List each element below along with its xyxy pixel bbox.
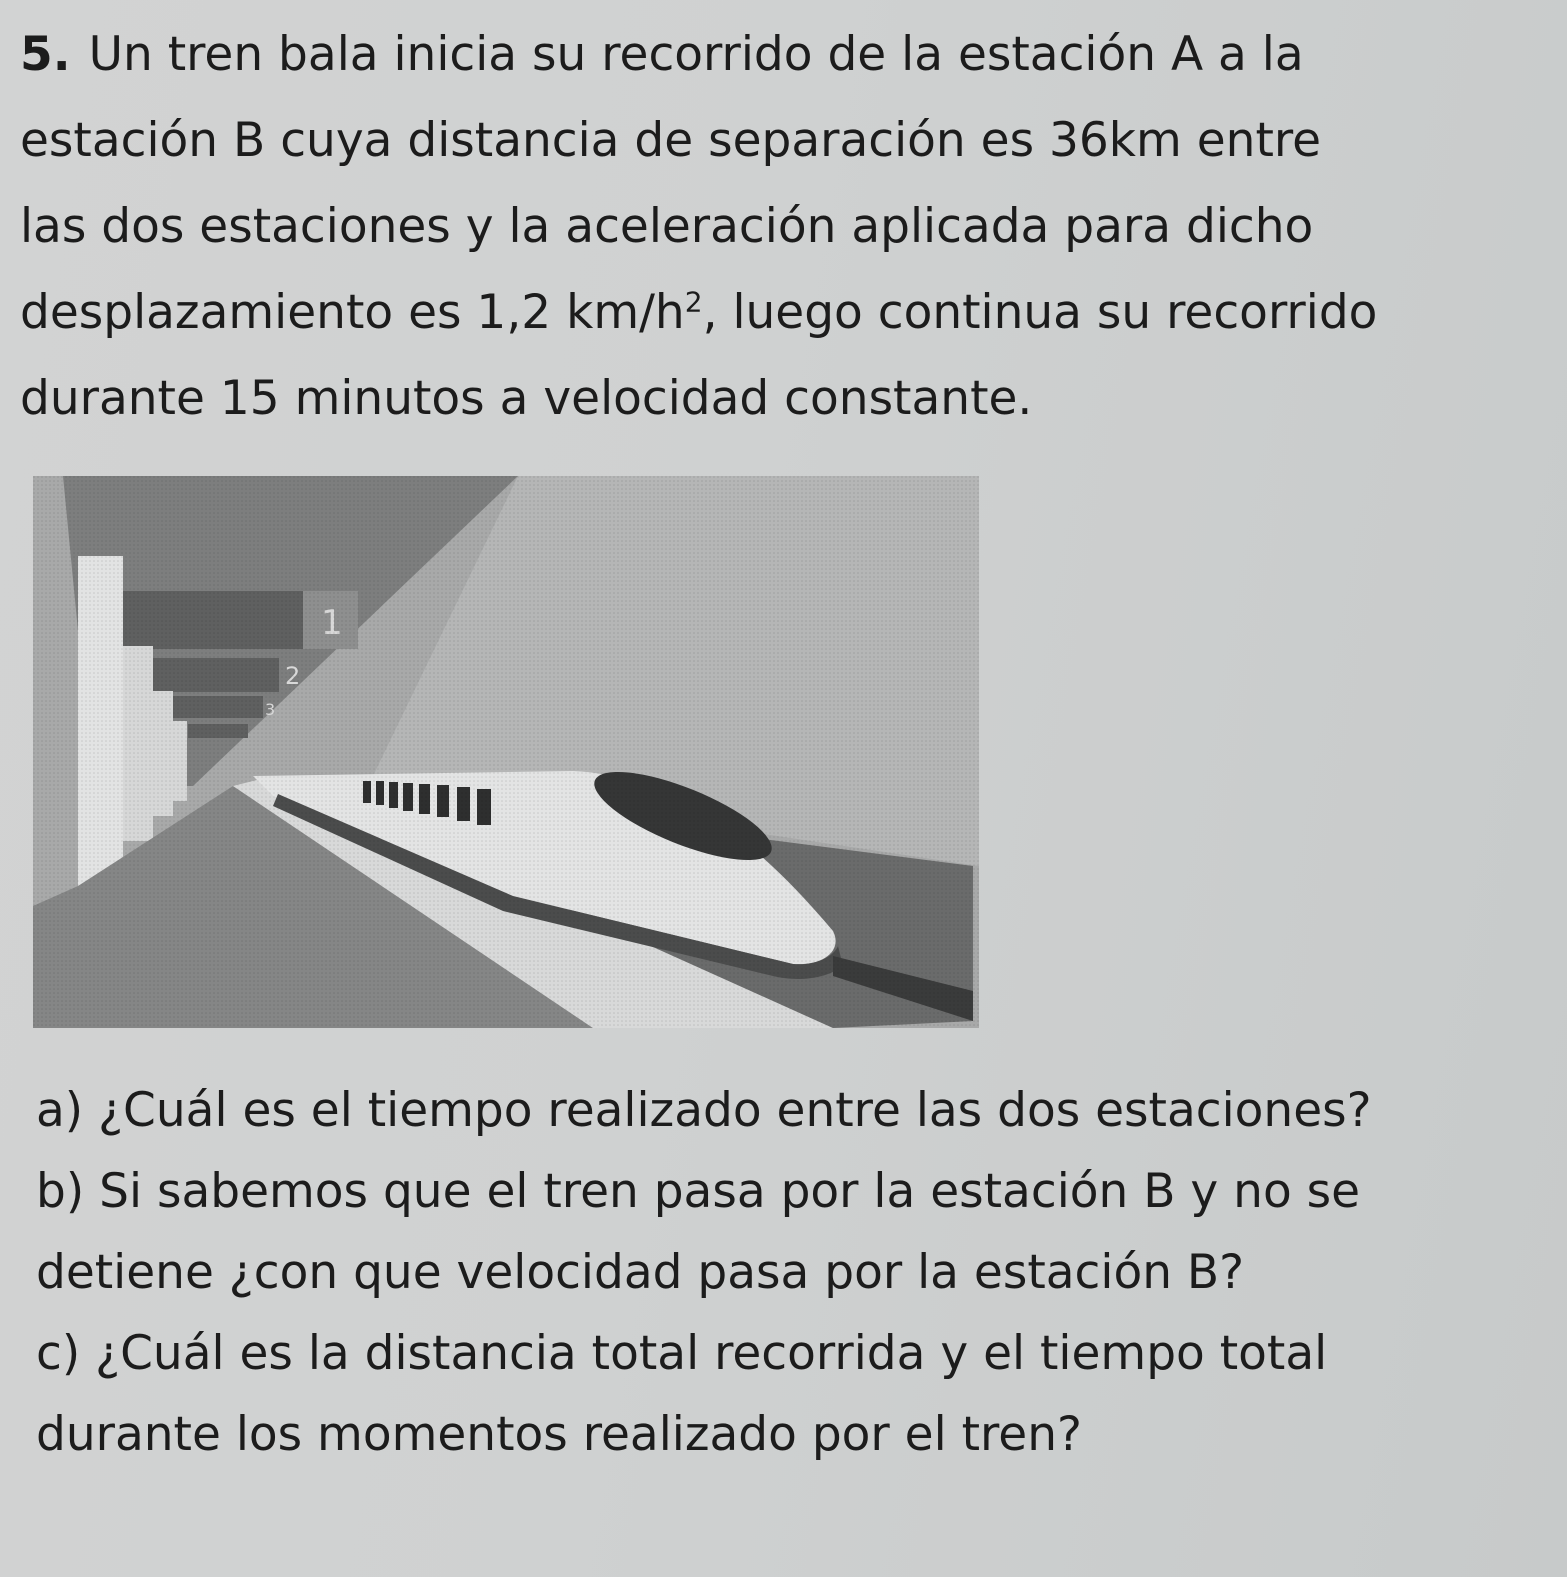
question-c	[36, 1313, 1376, 1475]
question-a	[36, 1070, 1376, 1151]
question-a-label: a)	[36, 1083, 84, 1138]
question-c-text: ¿Cuál es la distancia total recorrida y el tiempo total durante los momentos realizado por el tren?	[36, 1326, 1328, 1462]
problem-number: 5.	[20, 27, 71, 82]
problem-text-main: Un tren bala inicia su recorrido de la estación A a la estación B cuya distancia de separación es 36km entre las dos estaciones y la aceleración aplicada para dicho desplazamiento es 1,2 km/h	[20, 27, 1322, 340]
question-b-text: Si sabemos que el tren pasa por la estación B y no se detiene ¿con que velocidad pasa por la estación B?	[36, 1164, 1361, 1300]
question-c-label: c)	[36, 1326, 81, 1381]
question-a-text: ¿Cuál es el tiempo realizado entre las dos estaciones?	[98, 1083, 1372, 1138]
questions-list	[36, 1070, 1376, 1475]
question-b	[36, 1151, 1376, 1313]
problem-statement	[20, 12, 1380, 442]
question-b-label: b)	[36, 1164, 85, 1219]
unit-exponent: 2	[684, 285, 703, 319]
problem-text-end: , luego continua su recorrido durante 15 minutos a velocidad constante.	[20, 285, 1378, 426]
bullet-train-illustration	[33, 476, 979, 1028]
